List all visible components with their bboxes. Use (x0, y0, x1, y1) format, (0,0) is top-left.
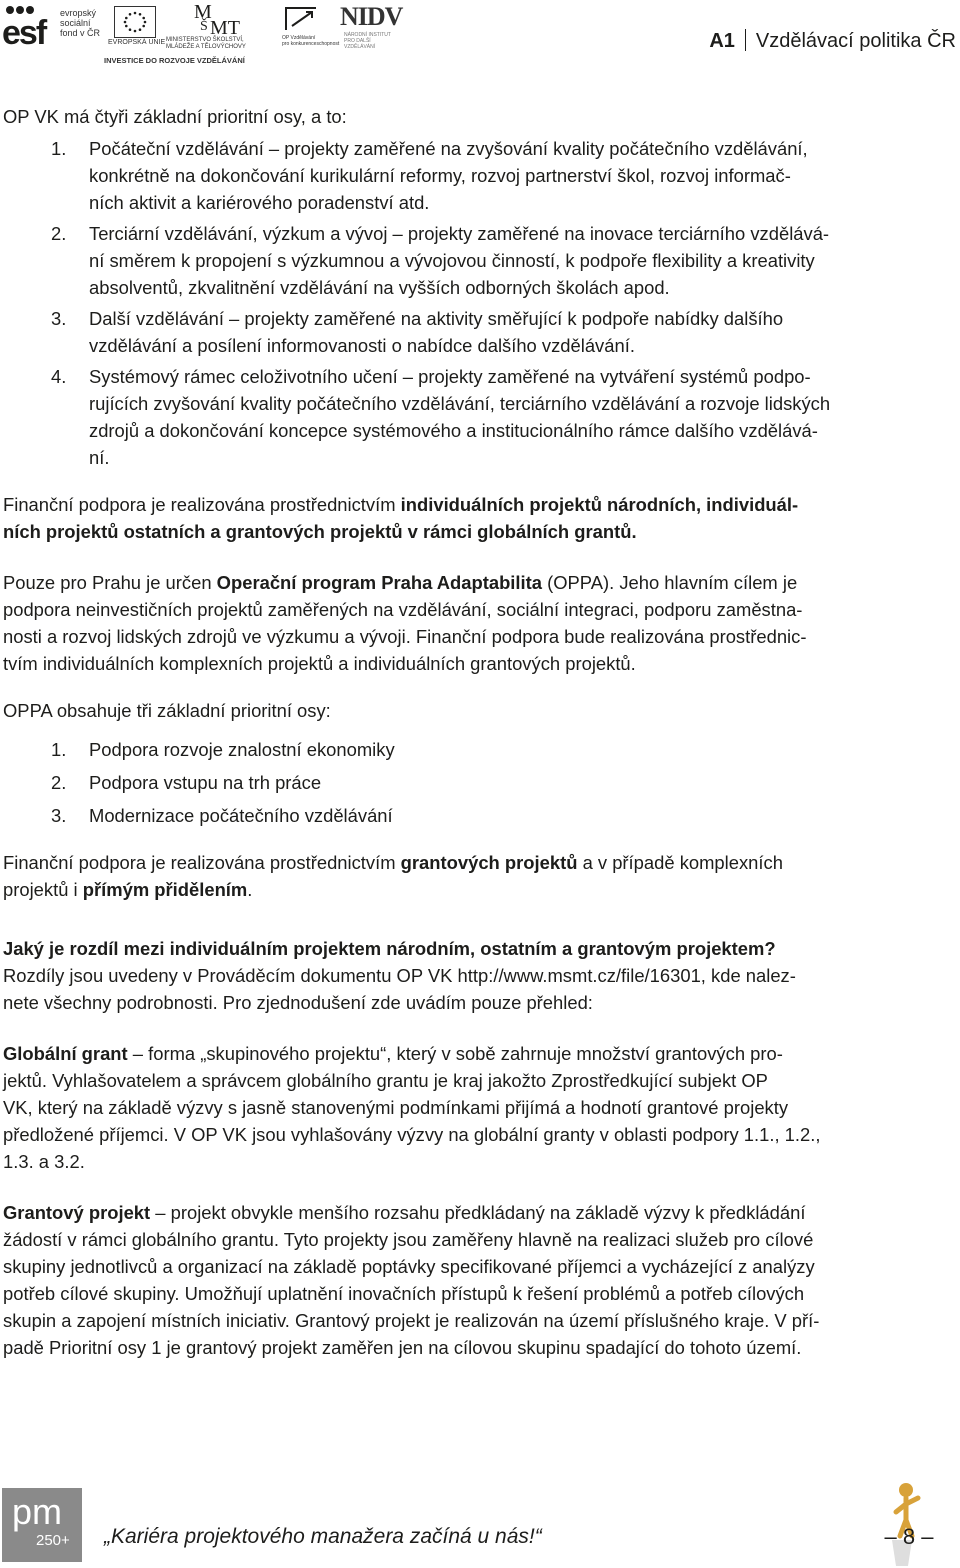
grant-project-line-5: skupin a zapojení místních iniciativ. Grantový projekt je realizován na území příslušného kraje. V pří- (3, 1310, 820, 1331)
opvk-line1: OP Vzdělávání (282, 35, 316, 41)
nidv-caption (344, 32, 391, 50)
esf-caption (60, 8, 100, 38)
financing-2-line-1 (3, 849, 958, 876)
oppa-line-3: nosti a rozvoj lidských zdrojů ve výzkumu a vývoji. Finanční podpora bude realizována prostřednic- (3, 626, 807, 647)
financing-2-b: grantových projektů (400, 852, 578, 873)
chapter-heading (709, 28, 956, 54)
oppa-line-2: podpora neinvestičních projektů zaměřených na vzdělávání, sociální integraci, podporu zaměstna- (3, 599, 803, 620)
global-grant-line-2: jektů. Vyhlašovatelem a správcem globálního grantu je kraj jakožto Zprostředkující subjekt OP (3, 1070, 768, 1091)
page-number: 8 (902, 1524, 916, 1549)
global-grant-term: Globální grant (3, 1043, 128, 1064)
nidv-line2: PRO DALŠÍ (344, 38, 371, 44)
page-content (3, 103, 958, 1361)
page-header (0, 0, 960, 75)
grant-project-term: Grantový projekt (3, 1202, 151, 1223)
svg-text:Š: Š (200, 19, 208, 34)
esf-line1: evropský (60, 8, 97, 18)
nidv-line1: NÁRODNÍ INSTITUT (344, 32, 391, 38)
financing-2-f: . (247, 879, 253, 900)
global-grant-paragraph (3, 1040, 958, 1175)
question-block (3, 935, 958, 1016)
grant-project-line-6: padě Prioritní osy 1 je grantový projekt zaměřen jen na cílovou skupinu spadající do tohoto území. (3, 1337, 802, 1358)
grant-project-line-4: potřeb cílové skupiny. Umožňují uplatnění inovačních přístupů k řešení problémů a potřeb cílových (3, 1283, 805, 1304)
question-line-1: Rozdíly jsou uvedeny v Prováděcím dokumentu OP VK http://www.msmt.cz/file/16301, kde nalez- (3, 965, 796, 986)
chapter-title: Vzdělávací politika ČR (755, 30, 956, 52)
svg-text:M: M (194, 2, 212, 23)
axis-2-line-3: absolventů, zkvalitnění vzdělávání na vyšších odborných školách apod. (89, 277, 670, 298)
list-number: 2. (51, 772, 67, 793)
msmt-line2: MLÁDEŽE A TĚLOVÝCHOVY (166, 44, 246, 50)
nidv-logo: NIDV (340, 2, 403, 31)
axis-4-line-2: rujících zvyšování kvality počátečního vzdělávání, terciárního vzdělávání a rozvoje lidských (89, 393, 831, 414)
page-number-box (878, 1524, 940, 1550)
axis-4-line-1: Systémový rámec celoživotního učení – projekty zaměřené na vytváření systémů podpo- (89, 366, 811, 387)
list-item (3, 736, 958, 763)
list-number: 4. (51, 366, 67, 387)
grant-project-line-2: žádostí v rámci globálního grantu. Tyto projekty jsou zaměřeny hlavně na realizaci služeb pro cílové (3, 1229, 814, 1250)
heading-separator (745, 29, 746, 51)
axis-1-line-2: konkrétně na dokončování kurikulární reformy, rozvoj partnerství škol, rozvoj informač- (89, 165, 791, 186)
axis-3-line-2: vzdělávání a posílení informovanosti o nabídce dalšího vzdělávání. (89, 335, 635, 356)
esf-logo (2, 4, 58, 46)
global-grant-line-4: předložené příjemci. V OP VK jsou vyhlašovány výzvy na globální granty v oblasti podpory 1.1., 1.2., (3, 1124, 821, 1145)
axis-2-line-2: ní směrem k propojení s výzkumnou a vývojovou činností, k podpoře flexibility a kreativity (89, 250, 815, 271)
axis-2-line-1: Terciární vzdělávání, výzkum a vývoj – projekty zaměřené na inovace terciárního vzdělává- (89, 223, 830, 244)
list-item (3, 363, 958, 471)
pm-logo-sub: 250+ (36, 1532, 70, 1549)
list-item (3, 220, 958, 301)
financing-1-line-2 (3, 518, 958, 545)
list-item (3, 305, 958, 359)
chapter-number: A1 (709, 30, 735, 52)
financing-1-bold-1: individuálních projektů národních, individuál- (400, 494, 799, 515)
axis-3-line-1: Další vzdělávání – projekty zaměřené na aktivity směřující k podpoře nabídky dalšího (89, 308, 784, 329)
financing-2-c: a v případě komplexních (577, 852, 783, 873)
axis-1-line-3: ních aktivit a kariérového poradenství atd. (89, 192, 430, 213)
oppa-axis-3: Modernizace počátečního vzdělávání (89, 805, 393, 826)
list-item (3, 802, 958, 829)
esf-line2: sociální (60, 18, 91, 28)
financing-paragraph-2 (3, 849, 958, 903)
list-number: 3. (51, 308, 67, 329)
msmt-line1: MINISTERSTVO ŠKOLSTVÍ, (166, 37, 244, 43)
opvk-axes-list (3, 135, 958, 471)
header-logos (0, 0, 403, 75)
financing-2-d: projektů i (3, 879, 83, 900)
pm250-logo (2, 1488, 82, 1562)
list-number: 1. (51, 739, 67, 760)
grant-project-l1: – projekt obvykle menšího rozsahu předkládaný na základě výzvy k předkládání (150, 1202, 806, 1223)
global-grant-line-5: 1.3. a 3.2. (3, 1151, 85, 1172)
opvk-caption (282, 35, 339, 47)
pm-logo-text: pm (12, 1491, 63, 1532)
list-number: 1. (51, 138, 67, 159)
axis-1-line-1: Počáteční vzdělávání – projekty zaměřené na zvyšování kvality počátečního vzdělávání, (89, 138, 808, 159)
page-dash-right: – (915, 1524, 934, 1549)
svg-text:MT: MT (210, 17, 240, 36)
financing-1-plain: Finanční podpora je realizována prostřednictvím (3, 494, 401, 515)
oppa-axis-2: Podpora vstupu na trh práce (89, 772, 322, 793)
oppa-l1c: (OPPA). Jeho hlavním cílem je (542, 572, 798, 593)
page-dash-left: – (884, 1524, 903, 1549)
financing-2-line-2 (3, 876, 958, 903)
global-grant-l1: – forma „skupinového projektu“, který v sobě zahrnuje množství grantových pro- (127, 1043, 783, 1064)
oppa-axes-list (3, 736, 958, 829)
financing-1-line-1 (3, 491, 958, 518)
financing-paragraph-1 (3, 491, 958, 545)
question-line-2: nete všechny podrobnosti. Pro zjednodušení zde uvádím pouze přehled: (3, 992, 593, 1013)
global-grant-line-1 (3, 1040, 958, 1067)
grant-project-line-1 (3, 1199, 958, 1226)
investment-banner: INVESTICE DO ROZVOJE VZDĚLÁVÁNÍ (104, 56, 245, 65)
oppa-paragraph (3, 569, 958, 677)
opvk-line2: pro konkurenceschopnost (282, 41, 340, 47)
footer-slogan: „Kariéra projektového manažera začíná u nás!“ (104, 1525, 542, 1548)
axis-4-line-4: ní. (89, 447, 110, 468)
eu-flag-logo (114, 6, 156, 38)
financing-2-a: Finanční podpora je realizována prostřednictvím (3, 852, 401, 873)
list-item (3, 135, 958, 216)
oppa-l1a: Pouze pro Prahu je určen (3, 572, 217, 593)
oppa-program-name: Operační program Praha Adaptabilita (216, 572, 542, 593)
intro-paragraph: OP VK má čtyři základní prioritní osy, a to: (3, 106, 347, 127)
grant-project-line-3: skupiny jednotlivců a organizací na základě poptávky specifikované příjemci a vycházející z analýzy (3, 1256, 815, 1277)
oppa-axis-1: Podpora rozvoje znalostní ekonomiky (89, 739, 395, 760)
eu-caption: EVROPSKÁ UNIE (108, 39, 166, 46)
financing-2-e: přímým přidělením (82, 879, 248, 900)
opvk-logo (282, 4, 322, 34)
oppa-line-1 (3, 569, 958, 596)
global-grant-line-3: VK, který na základě výzvy s jasně stanovenými podmínkami přijímá a hodnotí grantové projekty (3, 1097, 789, 1118)
oppa-line-4: tvím individuálních komplexních projektů a individuálních grantových projektů. (3, 653, 636, 674)
financing-1-bold-2: ních projektů ostatních a grantových projektů v rámci globálních grantů. (3, 521, 637, 542)
msmt-caption (166, 37, 246, 51)
list-number: 2. (51, 223, 67, 244)
axis-4-line-3: zdrojů a dokončování koncepce systémového a institucionálního rámce dalšího vzdělává- (89, 420, 818, 441)
trophy-figure-icon (862, 1480, 942, 1566)
grant-project-paragraph (3, 1199, 958, 1361)
esf-line3: fond v ČR (60, 28, 101, 38)
msmt-logo (188, 2, 248, 36)
question-title: Jaký je rozdíl mezi individuálním projektem národním, ostatním a grantovým projektem? (3, 938, 776, 959)
svg-text:esf: esf (2, 14, 46, 46)
list-item (3, 769, 958, 796)
list-number: 3. (51, 805, 67, 826)
nidv-line3: VZDĚLÁVÁNÍ (344, 44, 376, 50)
page-footer (0, 1480, 960, 1568)
oppa-intro: OPPA obsahuje tři základní prioritní osy: (3, 700, 331, 721)
